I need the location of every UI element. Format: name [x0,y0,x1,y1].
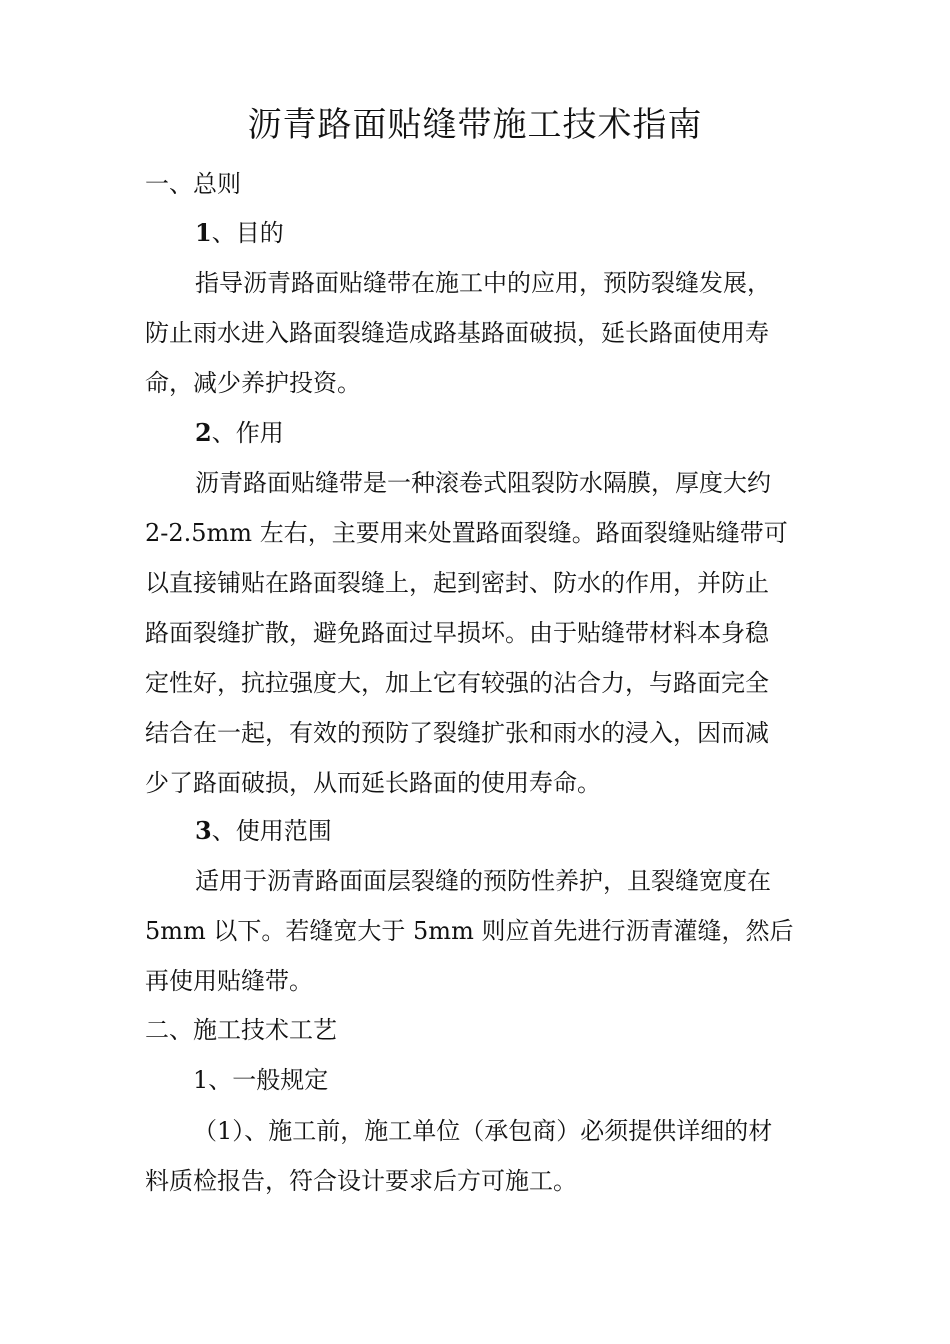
subheading-purpose [195,208,885,258]
subheading-label: 、目的 [211,219,284,247]
subheading-scope [195,806,885,856]
paragraph-line: 少了路面破损，从而延长路面的使用寿命。 [145,769,601,797]
paragraph-line: 防止雨水进入路面裂缝造成路基路面破损，延长路面使用寿 [145,319,769,347]
paragraph-line: 沥青路面贴缝带是一种滚卷式阻裂防水隔膜，厚度大约 [195,469,771,497]
subheading-number: 2 [195,418,212,447]
paragraph-line: 定性好，抗拉强度大，加上它有较强的沾合力，与路面完全 [145,669,769,697]
subheading-number: 1 [195,218,212,247]
paragraph-line: 指导沥青路面贴缝带在施工中的应用，预防裂缝发展， [195,269,771,297]
document-title: 沥青路面贴缝带施工技术指南 [247,105,703,145]
paragraph-line: 适用于沥青路面面层裂缝的预防性养护，且裂缝宽度在 [195,867,771,895]
subheading-label: 、作用 [211,419,284,447]
paragraph-line: （1）、施工前，施工单位（承包商）必须提供详细的材 [193,1117,773,1145]
section-heading-construction: 二、施工技术工艺 [145,1016,337,1044]
paragraph-line: 路面裂缝扩散，避免路面过早损坏。由于贴缝带材料本身稳 [145,619,769,647]
paragraph-line: 再使用贴缝带。 [145,967,313,995]
subheading-label: 、使用范围 [211,817,332,845]
paragraph-line: 2-2.5mm 左右，主要用来处置路面裂缝。路面裂缝贴缝带可 [145,519,788,547]
section-heading-general: 一、总则 [145,170,241,198]
subheading-function [195,408,885,458]
paragraph-line: 5mm 以下。若缝宽大于 5mm 则应首先进行沥青灌缝，然后 [145,917,794,945]
paragraph-line: 结合在一起，有效的预防了裂缝扩张和雨水的浸入，因而减 [145,719,769,747]
paragraph-line: 料质检报告，符合设计要求后方可施工。 [145,1167,577,1195]
subheading-number: 3 [195,816,212,845]
subheading-general-rules: 1、一般规定 [193,1066,329,1094]
paragraph-line: 以直接铺贴在路面裂缝上，起到密封、防水的作用，并防止 [145,569,769,597]
paragraph-line: 命，减少养护投资。 [145,369,361,397]
